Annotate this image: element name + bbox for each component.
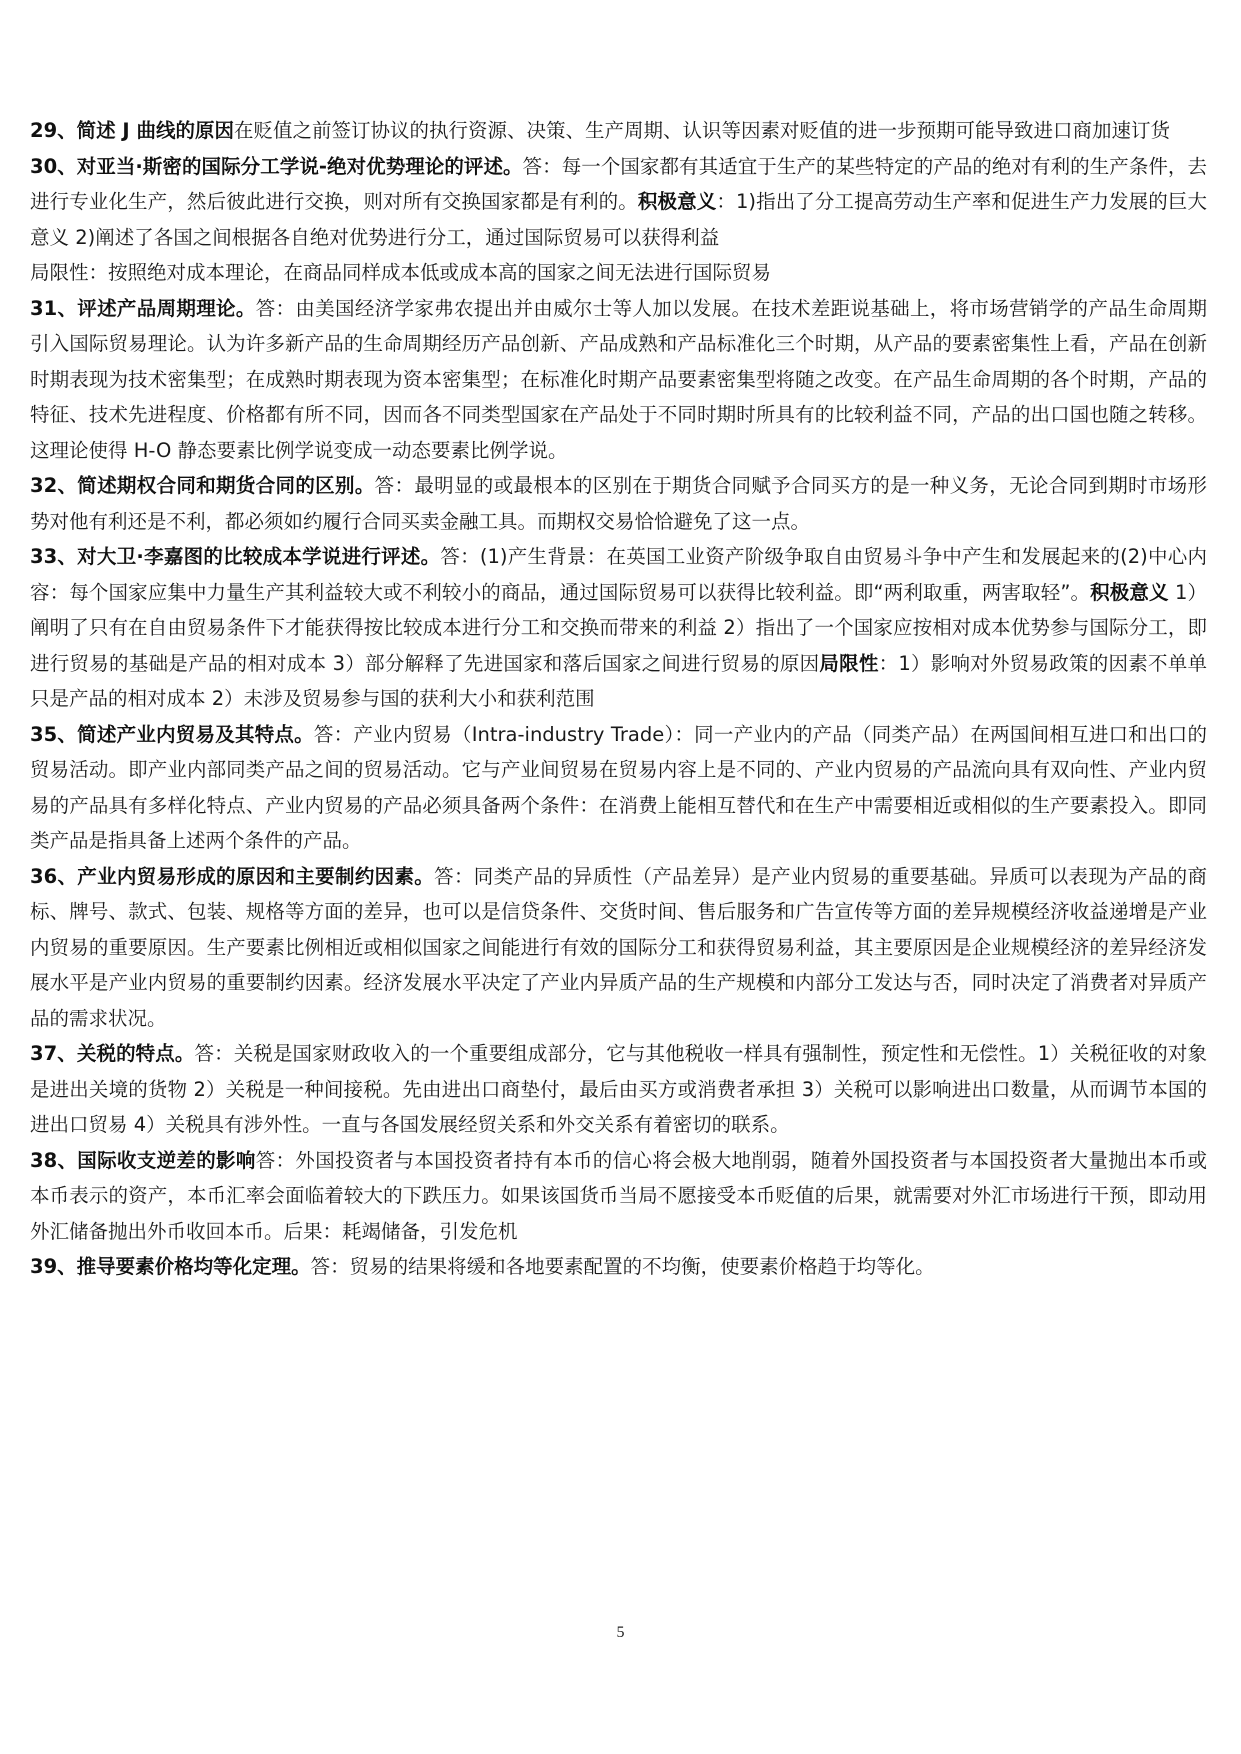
item-30-title: 30、对亚当·斯密的国际分工学说-绝对优势理论的评述。 <box>30 154 523 178</box>
item-31-answer: 答：由美国经济学家弗农提出并由威尔士等人加以发展。在技术差距说基础上，将市场营销学的产品生命周期引入国际贸易理论。认为许多新产品的生命周期经历产品创新、产品成熟和产品标准化三个时期，从产品的要素密集性上看，产品在创新时期表现为技术密集型；在成熟时期表现为资本密集型；在标准化时期产品要素密集型将随之改变。在产品生命周期的各个时期，产品的特征、技术先进程度、价格都有所不同，因而各不同类型国家在产品处于不同时期时所具有的比较利益不同，产品的出口国也随之转移。这理论使得 H-O 静态要素比例学说变成一动态要素比例学说。 <box>30 296 1207 462</box>
item-33-answer: 答：(1)产生背景：在英国工业资产阶级争取自由贸易斗争中产生和发展起来的(2)中心内容：每个国家应集中力量生产其利益较大或不利较小的商品，通过国际贸易可以获得比较利益。即“两利取重，两害取轻”。 <box>30 545 1207 604</box>
item-30 <box>30 149 1207 256</box>
item-33-limitations-text: ：1）影响对外贸易政策的因素不单单只是产品的相对成本 2）未涉及贸易参与国的获利大小和获利范围 <box>30 651 1207 710</box>
item-36 <box>30 859 1207 1037</box>
item-39 <box>30 1249 1207 1285</box>
item-32-title: 32、简述期权合同和期货合同的区别。 <box>30 474 375 497</box>
item-30-label-significance: 积极意义 <box>637 190 717 213</box>
item-37-title: 37、关税的特点。 <box>30 1042 195 1065</box>
item-30-significance-text: ：1)指出了分工提高劳动生产率和促进生产力发展的巨大意义 2)阐述了各国之间根据各自绝对优势进行分工，通过国际贸易可以获得利益 <box>30 190 1207 249</box>
item-36-title: 36、产业内贸易形成的原因和主要制约因素。 <box>30 864 435 888</box>
item-31-title: 31、评述产品周期理论。 <box>30 296 256 320</box>
item-33-label-significance: 积极意义 <box>1090 580 1169 604</box>
item-37 <box>30 1036 1207 1143</box>
item-35-answer: 答：产业内贸易（Intra-industry Trade）：同一产业内的产品（同类产品）在两国间相互进口和出口的贸易活动。即产业内部同类产品之间的贸易活动。它与产业间贸易在贸易内容上是不同的、产业内贸易的产品流向具有双向性、产业内贸易的产品具有多样化特点、产业内贸易的产品必须具备两个条件：在消费上能相互替代和在生产中需要相近或相似的生产要素投入。即同类产品是指具备上述两个条件的产品。 <box>30 722 1207 852</box>
item-32-answer: 答：最明显的或最根本的区别在于期货合同赋予合同买方的是一种义务，无论合同到期时市场形势对他有利还是不利，都必须如约履行合同买卖金融工具。而期权交易恰恰避免了这一点。 <box>30 474 1207 533</box>
item-29 <box>30 113 1207 149</box>
item-39-answer: 答：贸易的结果将缓和各地要素配置的不均衡，使要素价格趋于均等化。 <box>310 1255 935 1278</box>
item-33-significance-text: 1）阐明了只有在自由贸易条件下才能获得按比较成本进行分工和交换而带来的利益 2）指出了一个国家应按相对成本优势参与国际分工，即进行贸易的基础是产品的相对成本 3）部分解释了先进国家和落后国家之间进行贸易的原因 <box>30 580 1207 675</box>
item-35-title: 35、简述产业内贸易及其特点。 <box>30 722 314 746</box>
item-30-answer: 答：每一个国家都有其适宜于生产的某些特定的产品的绝对有利的生产条件，去进行专业化生产，然后彼此进行交换，则对所有交换国家都是有利的。 <box>30 154 1207 213</box>
item-35 <box>30 717 1207 859</box>
item-37-answer: 答：关税是国家财政收入的一个重要组成部分，它与其他税收一样具有强制性，预定性和无偿性。1）关税征收的对象是进出关境的货物 2）关税是一种间接税。先由进出口商垫付，最后由买方或消费者承担 3）关税可以影响进出口数量，从而调节本国的进出口贸易 4）关税具有涉外性。一直与各国发展经贸关系和外交关系有着密切的联系。 <box>30 1042 1207 1136</box>
item-29-title: 29、简述 J 曲线的原因 <box>30 119 234 142</box>
item-38 <box>30 1143 1207 1250</box>
item-31 <box>30 291 1207 469</box>
page-number: 5 <box>616 1624 625 1641</box>
item-33-title: 33、对大卫·李嘉图的比较成本学说进行评述。 <box>30 545 441 568</box>
item-33-label-limitations: 局限性 <box>819 651 879 675</box>
item-30-limitations <box>30 255 1207 291</box>
item-33 <box>30 539 1207 717</box>
item-32 <box>30 468 1207 539</box>
item-36-answer: 答：同类产品的异质性（产品差异）是产业内贸易的重要基础。异质可以表现为产品的商标、牌号、款式、包装、规格等方面的差异，也可以是信贷条件、交货时间、售后服务和广告宣传等方面的差异规模经济收益递增是产业内贸易的重要原因。生产要素比例相近或相似国家之间能进行有效的国际分工和获得贸易利益，其主要原因是企业规模经济的差异经济发展水平是产业内贸易的重要制约因素。经济发展水平决定了产业内异质产品的生产规模和内部分工发达与否，同时决定了消费者对异质产品的需求状况。 <box>30 864 1207 1030</box>
item-30-limitations-text: 局限性：按照绝对成本理论，在商品同样成本低或成本高的国家之间无法进行国际贸易 <box>30 261 772 284</box>
item-38-title: 38、国际收支逆差的影响 <box>30 1148 256 1172</box>
document-body <box>30 113 1207 1285</box>
item-38-answer: 答：外国投资者与本国投资者持有本币的信心将会极大地削弱，随着外国投资者与本国投资者大量抛出本币或本币表示的资产，本币汇率会面临着较大的下跌压力。如果该国货币当局不愿接受本币贬值的后果，就需要对外汇市场进行干预，即动用外汇储备抛出外币收回本币。后果：耗竭储备，引发危机 <box>30 1148 1207 1243</box>
item-39-title: 39、推导要素价格均等化定理。 <box>30 1255 311 1278</box>
item-29-answer: 在贬值之前签订协议的执行资源、决策、生产周期、认识等因素对贬值的进一步预期可能导致进口商加速订货 <box>233 119 1170 142</box>
